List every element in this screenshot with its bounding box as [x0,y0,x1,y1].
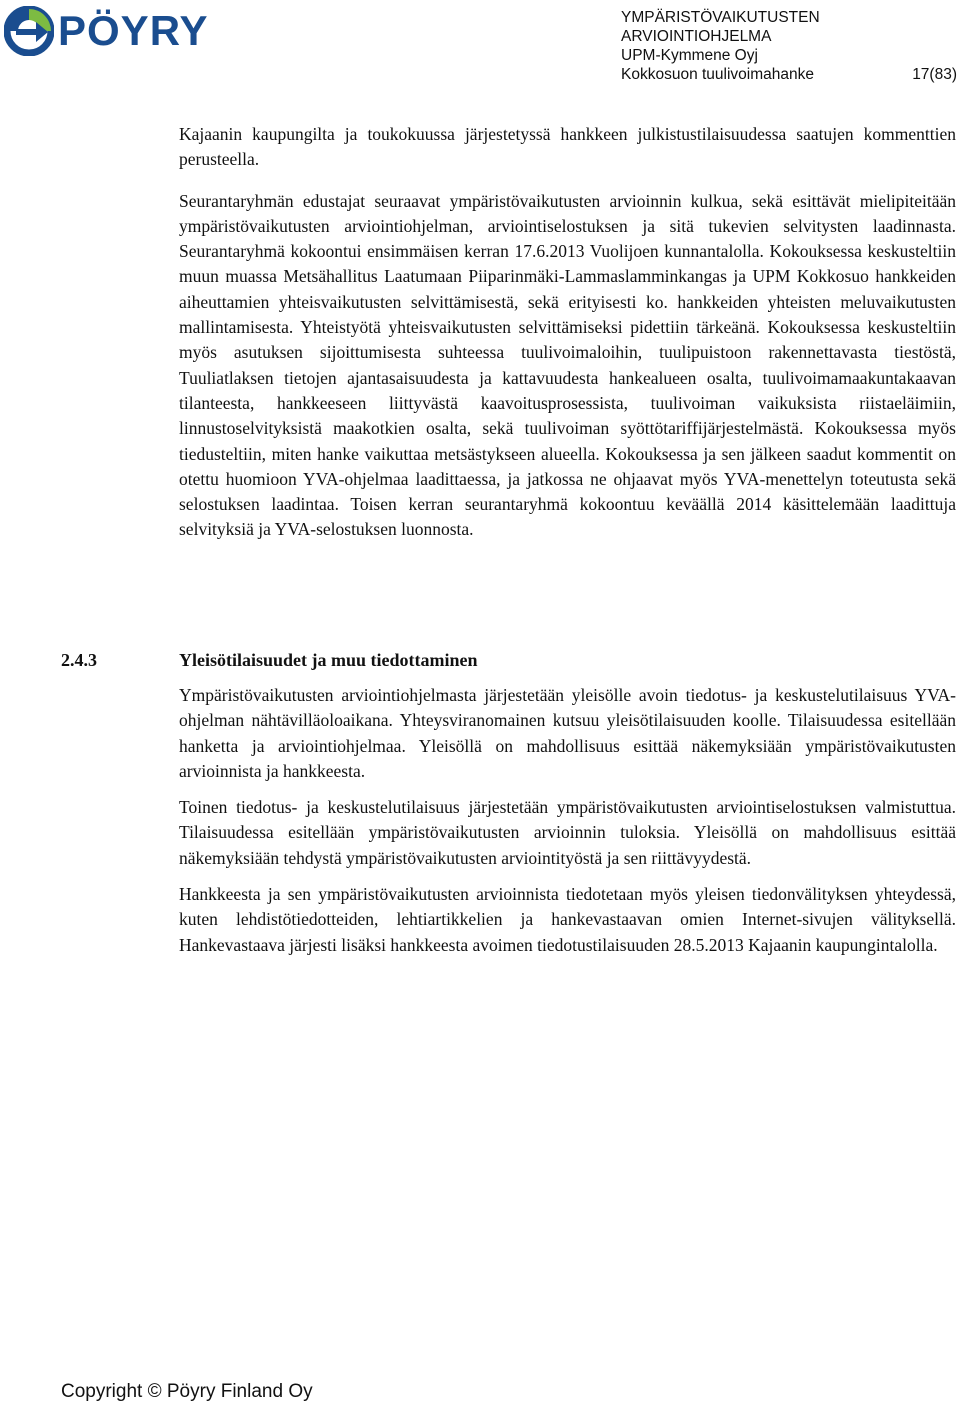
section-number: 2.4.3 [61,650,97,670]
section-heading [61,648,956,673]
project-name: Kokkosuon tuulivoimahanke [621,66,815,83]
header-line-4-row [621,65,957,84]
paragraph: Ympäristövaikutusten arviointiohjelmasta järjestetään yleisölle avoin tiedotus- ja keskustelutilaisuus YVA-ohjelman nähtävilläoloaikana. Yhteysviranomainen kutsuu yleisötilaisuuden koolle. Tilaisuudessa esitellään hanketta ja arviointiohjelmaa. Yleisöllä on mahdollisuus esittää näkemyksiään ympäristövaikutusten arvioinnista ja hankkeesta. [179,685,956,781]
section-body [179,683,956,969]
page-number: 17(83) [912,66,957,83]
paragraph: Hankkeesta ja sen ympäristövaikutusten arvioinnista tiedotetaan myös yleisen tiedonvälityksen yhteydessä, kuten lehdistötiedotteiden, lehtiartikkelien ja hankevastaavan omien Internet-sivujen välityksellä. Hankevastaava järjesti lisäksi hankkeesta avoimen tiedotustilaisuuden 28.5.2013 Kajaanin kaupungintalolla. [179,884,956,955]
poyry-logo-icon [4,6,54,56]
header-line-1: YMPÄRISTÖVAIKUTUSTEN [621,9,820,26]
header-line-3: UPM-Kymmene Oyj [621,47,758,64]
company-logo [4,6,208,56]
section-title: Yleisötilaisuudet ja muu tiedottaminen [179,650,478,670]
main-content [179,122,956,543]
paragraph: Kajaanin kaupungilta ja toukokuussa järjestetyssä hankkeen julkistustilaisuudessa saatujen kommenttien perusteella. [179,124,956,170]
header-line-2: ARVIOINTIOHJELMA [621,28,772,45]
brand-name: PÖYRY [58,7,209,54]
document-header [621,8,957,84]
footer-copyright: Copyright © Pöyry Finland Oy [61,1381,313,1402]
paragraph: Toinen tiedotus- ja keskustelutilaisuus järjestetään ympäristövaikutusten arviointiselostuksen valmistuttua. Tilaisuudessa esitellään ympäristövaikutusten arvioinnin tuloksia. Yleisöllä on mahdollisuus esittää näkemyksiään tehdystä ympäristövaikutusten arviointityöstä ja sen riittävyydestä. [179,797,956,868]
paragraph: Seurantaryhmän edustajat seuraavat ympäristövaikutusten arvioinnin kulkua, sekä esittävät mielipiteitään ympäristövaikutusten arviointiohjelman, arviointiselostuksen ja sitä tukevien selvitysten laadinnasta. Seurantaryhmä kokoontui ensimmäisen kerran 17.6.2013 Vuolijoen kunnantalolla. Kokouksessa keskusteltiin muun muassa Metsähallitus Laatumaan Piiparinmäki-Lammaslamminkangas ja UPM Kokkosuo hankkeiden aiheuttamien yhteisvaikutusten selvittämisestä, sekä erityisesti ko. hankkeiden yhteisten meluvaikutusten mallintamisesta. Yhteistyötä yhteisvaikutusten selvittämiseksi pidettiin tärkeänä. Kokouksessa keskusteltiin myös asutuksen sijoittumisesta suhteessa tuulivoimaloihin, tuulipuistoon rakennettavasta tiestöstä, Tuuliatlaksen tietojen ajantasaisuudesta ja kattavuudesta hankealueen osalta, tuulivoimamaakuntakaavan tilanteesta, hankkeeseen liittyvästä kaavoitusprosessista, tuulivoiman vaikuksista riistaeläimiin, linnustoselvityksistä maakotkien osalta, sekä tuulivoiman syöttötariffijärjestelmästä. Kokouksessa myös tiedusteltiin, miten hanke vaikuttaa metsästykseen alueella. Kokouksessa ja sen jälkeen saadut kommentit on otettu huomioon YVA-ohjelmaa laadittaessa, ja jatkossa ne ohjaavat myös YVA-menettelyn toteutusta sekä selostuksen laadintaa. Toisen kerran seurantaryhmä kokoontuu keväällä 2014 käsittelemään laadittuja selvityksiä ja YVA-selostuksen luonnosta. [179,190,956,540]
